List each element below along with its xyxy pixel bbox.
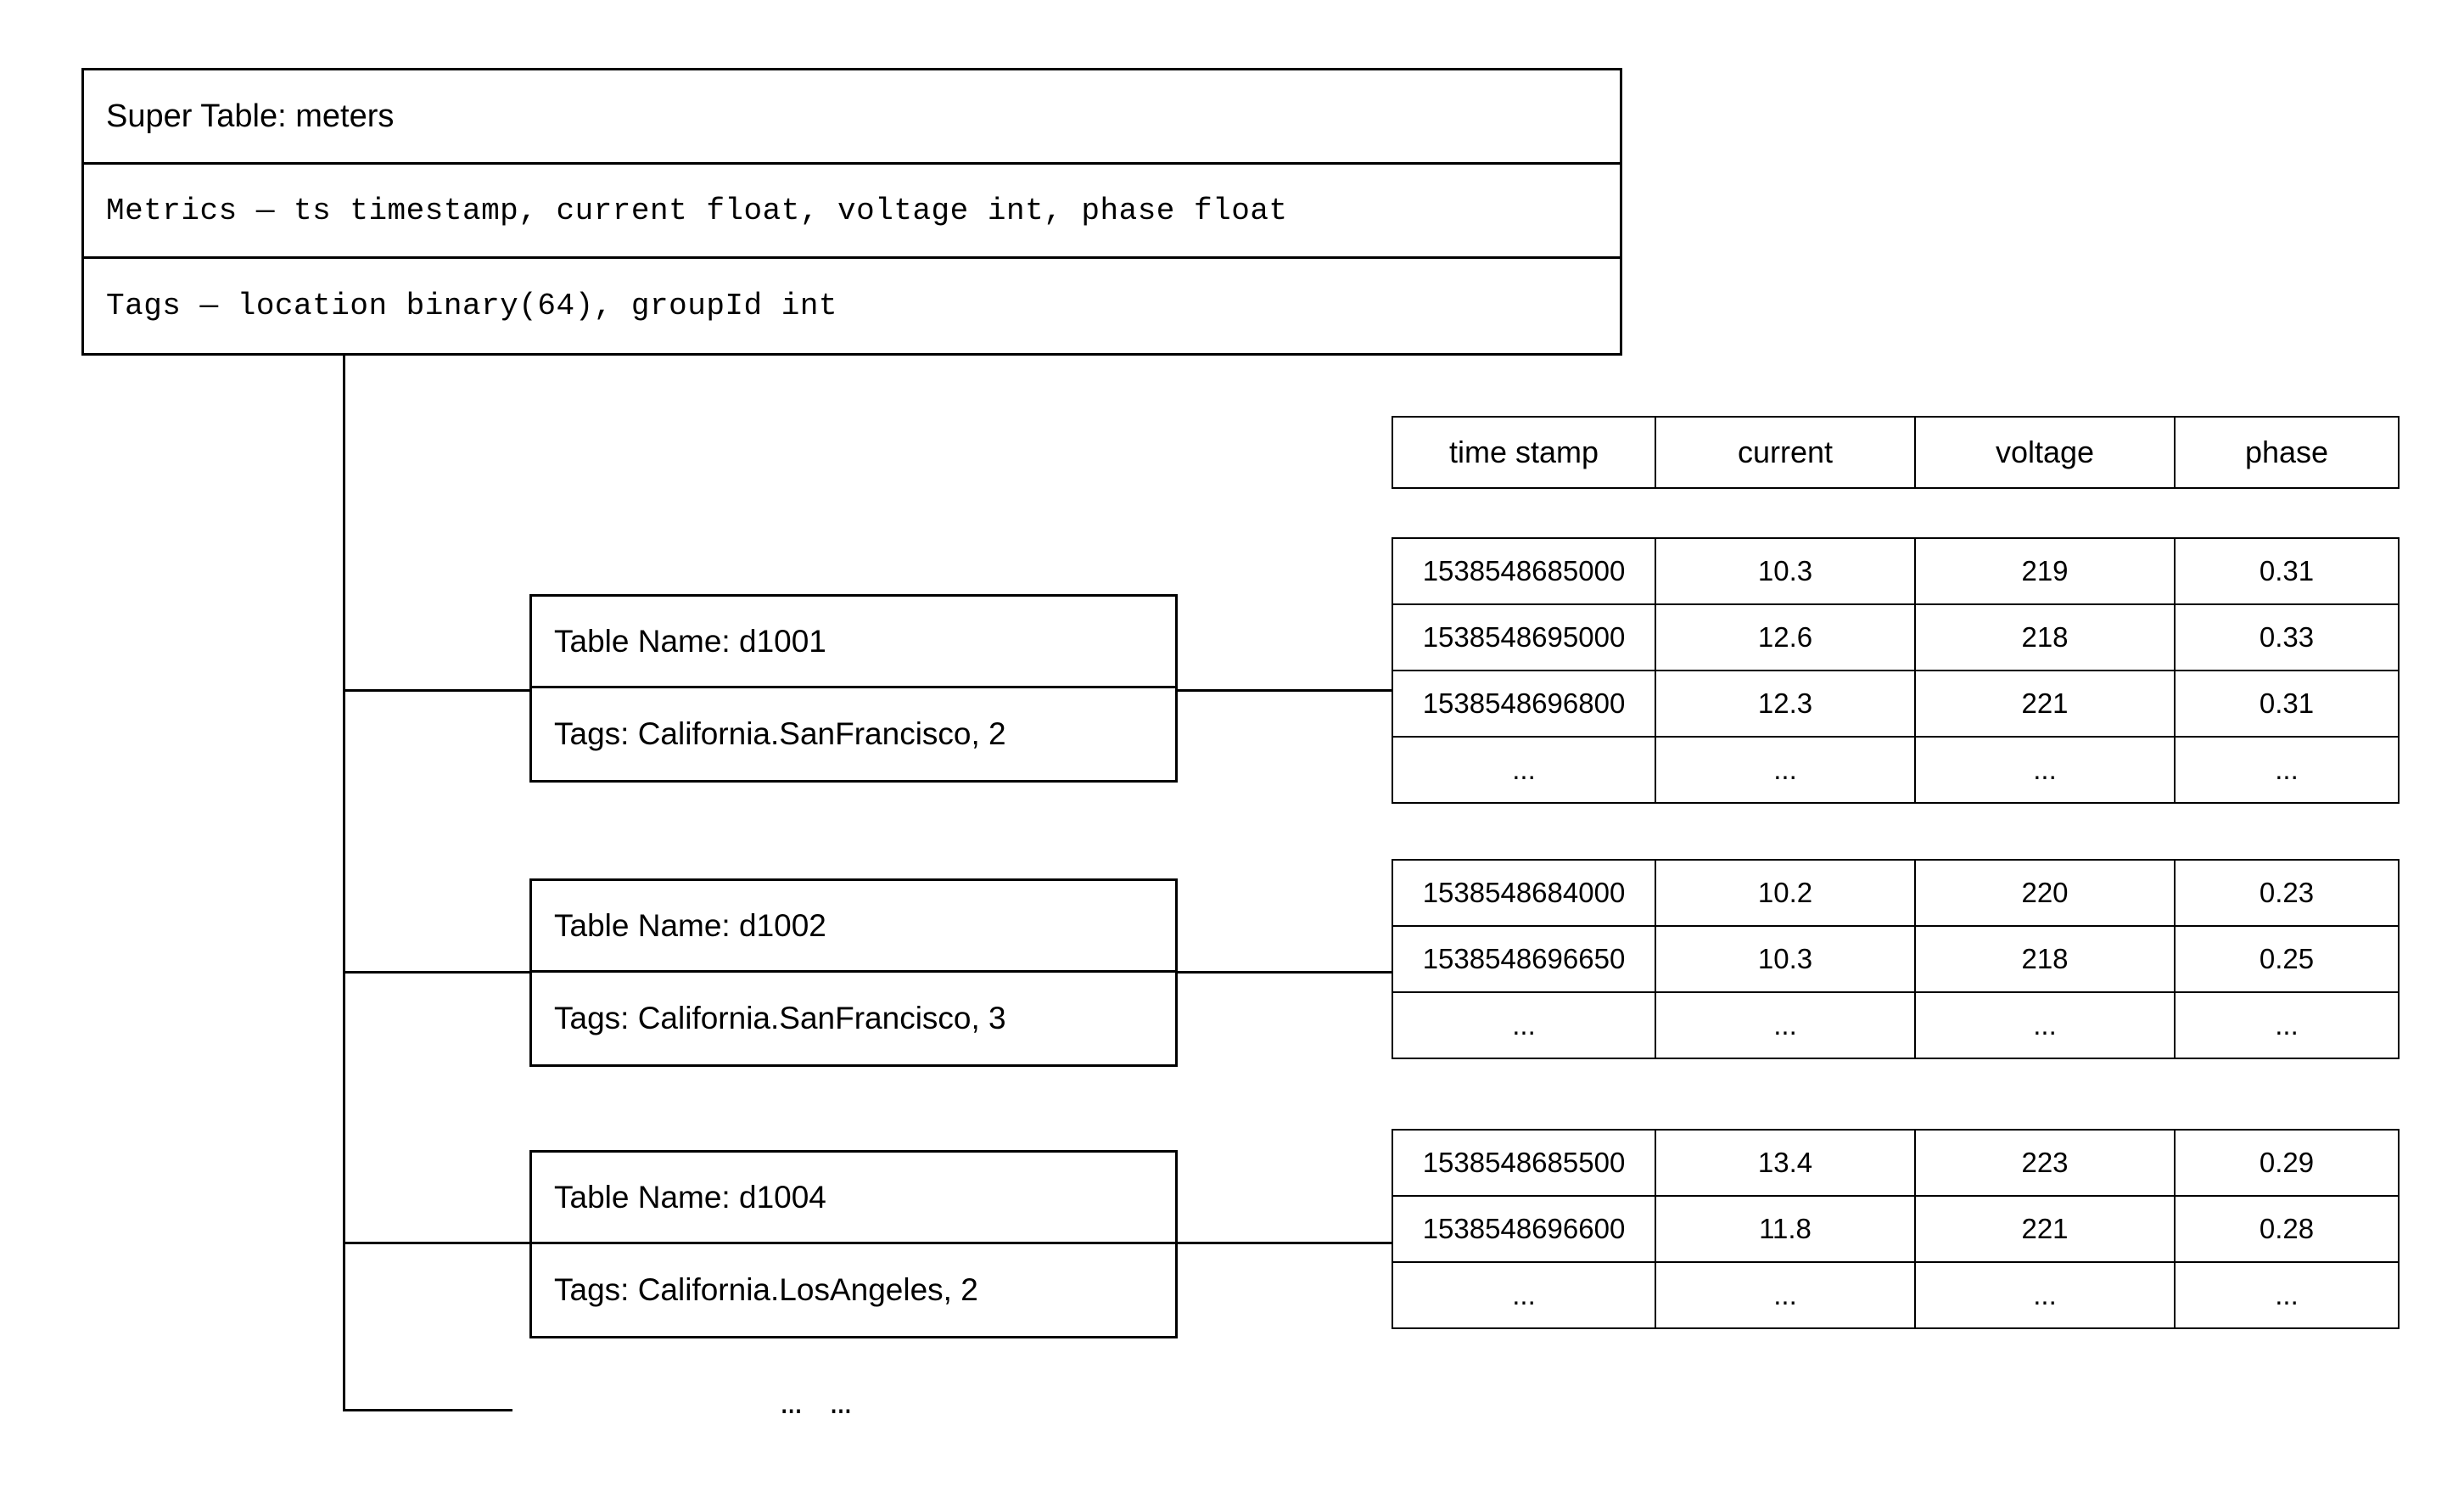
cell-current: ... [1655, 1262, 1915, 1328]
table-row [1392, 671, 2399, 737]
cell-current: 12.6 [1655, 604, 1915, 671]
cell-voltage: 220 [1915, 860, 2175, 926]
cell-timestamp: ... [1392, 992, 1655, 1058]
sub-table-name: Table Name: d1001 [532, 597, 1175, 688]
column-header-timestamp: time stamp [1392, 417, 1655, 488]
cell-timestamp: 1538548684000 [1392, 860, 1655, 926]
cell-timestamp: ... [1392, 1262, 1655, 1328]
branch-line-2 [343, 971, 529, 974]
sub-table-box-d1002 [529, 878, 1178, 1067]
link-line-3 [1171, 1242, 1392, 1244]
super-table-block [81, 68, 1622, 356]
table-row [1392, 604, 2399, 671]
table-header-row [1392, 417, 2399, 488]
cell-current: 10.3 [1655, 538, 1915, 604]
cell-voltage: 221 [1915, 671, 2175, 737]
sub-table-tags: Tags: California.SanFrancisco, 3 [554, 1001, 1006, 1035]
branch-line-more [343, 1409, 512, 1411]
cell-current: 12.3 [1655, 671, 1915, 737]
cell-timestamp: 1538548696650 [1392, 926, 1655, 992]
data-table-d1001 [1392, 537, 2400, 804]
cell-current: 13.4 [1655, 1130, 1915, 1196]
trunk-line [343, 354, 345, 1411]
link-line-1 [1171, 689, 1392, 692]
table-row [1392, 926, 2399, 992]
cell-phase: 0.31 [2175, 671, 2399, 737]
super-table-title-row [84, 70, 1620, 165]
super-table-metrics: Metrics — ts timestamp, current float, voltage int, phase float [106, 193, 1288, 228]
sub-table-name: Table Name: d1004 [532, 1153, 1175, 1244]
cell-timestamp: 1538548685000 [1392, 538, 1655, 604]
more-tables-label: … … [781, 1383, 855, 1424]
cell-current: ... [1655, 737, 1915, 803]
cell-phase: ... [2175, 1262, 2399, 1328]
cell-voltage: 221 [1915, 1196, 2175, 1262]
cell-timestamp: ... [1392, 737, 1655, 803]
cell-voltage: ... [1915, 992, 2175, 1058]
cell-phase: ... [2175, 737, 2399, 803]
link-line-2 [1171, 971, 1392, 974]
cell-voltage: ... [1915, 1262, 2175, 1328]
data-column-headers [1392, 416, 2400, 489]
cell-phase: 0.25 [2175, 926, 2399, 992]
cell-timestamp: 1538548696800 [1392, 671, 1655, 737]
super-table-tags: Tags — location binary(64), groupId int [106, 289, 838, 323]
data-table-d1002 [1392, 859, 2400, 1059]
cell-phase: 0.23 [2175, 860, 2399, 926]
sub-table-tags: Tags: California.SanFrancisco, 2 [554, 716, 1006, 751]
super-table-metrics-row [84, 165, 1620, 259]
table-row [1392, 1262, 2399, 1328]
cell-current: 11.8 [1655, 1196, 1915, 1262]
cell-timestamp: 1538548695000 [1392, 604, 1655, 671]
sub-table-box-d1004 [529, 1150, 1178, 1338]
data-table-d1004 [1392, 1129, 2400, 1329]
branch-line-3 [343, 1242, 529, 1244]
table-row [1392, 737, 2399, 803]
table-row [1392, 992, 2399, 1058]
cell-phase: 0.31 [2175, 538, 2399, 604]
cell-voltage: 219 [1915, 538, 2175, 604]
cell-voltage: 223 [1915, 1130, 2175, 1196]
cell-phase: 0.33 [2175, 604, 2399, 671]
cell-phase: 0.29 [2175, 1130, 2399, 1196]
table-row [1392, 1130, 2399, 1196]
cell-voltage: ... [1915, 737, 2175, 803]
table-row [1392, 538, 2399, 604]
cell-timestamp: 1538548696600 [1392, 1196, 1655, 1262]
table-row [1392, 1196, 2399, 1262]
column-header-current: current [1655, 417, 1915, 488]
cell-timestamp: 1538548685500 [1392, 1130, 1655, 1196]
sub-table-tags: Tags: California.LosAngeles, 2 [554, 1272, 978, 1307]
cell-current: 10.3 [1655, 926, 1915, 992]
table-row [1392, 860, 2399, 926]
sub-table-box-d1001 [529, 594, 1178, 783]
sub-table-name: Table Name: d1002 [532, 881, 1175, 973]
cell-voltage: 218 [1915, 926, 2175, 992]
cell-phase: 0.28 [2175, 1196, 2399, 1262]
cell-current: 10.2 [1655, 860, 1915, 926]
super-table-title: Super Table: meters [106, 98, 395, 134]
branch-line-1 [343, 689, 529, 692]
cell-voltage: 218 [1915, 604, 2175, 671]
column-header-voltage: voltage [1915, 417, 2175, 488]
cell-current: ... [1655, 992, 1915, 1058]
column-header-phase: phase [2175, 417, 2399, 488]
cell-phase: ... [2175, 992, 2399, 1058]
super-table-tags-row [84, 259, 1620, 353]
